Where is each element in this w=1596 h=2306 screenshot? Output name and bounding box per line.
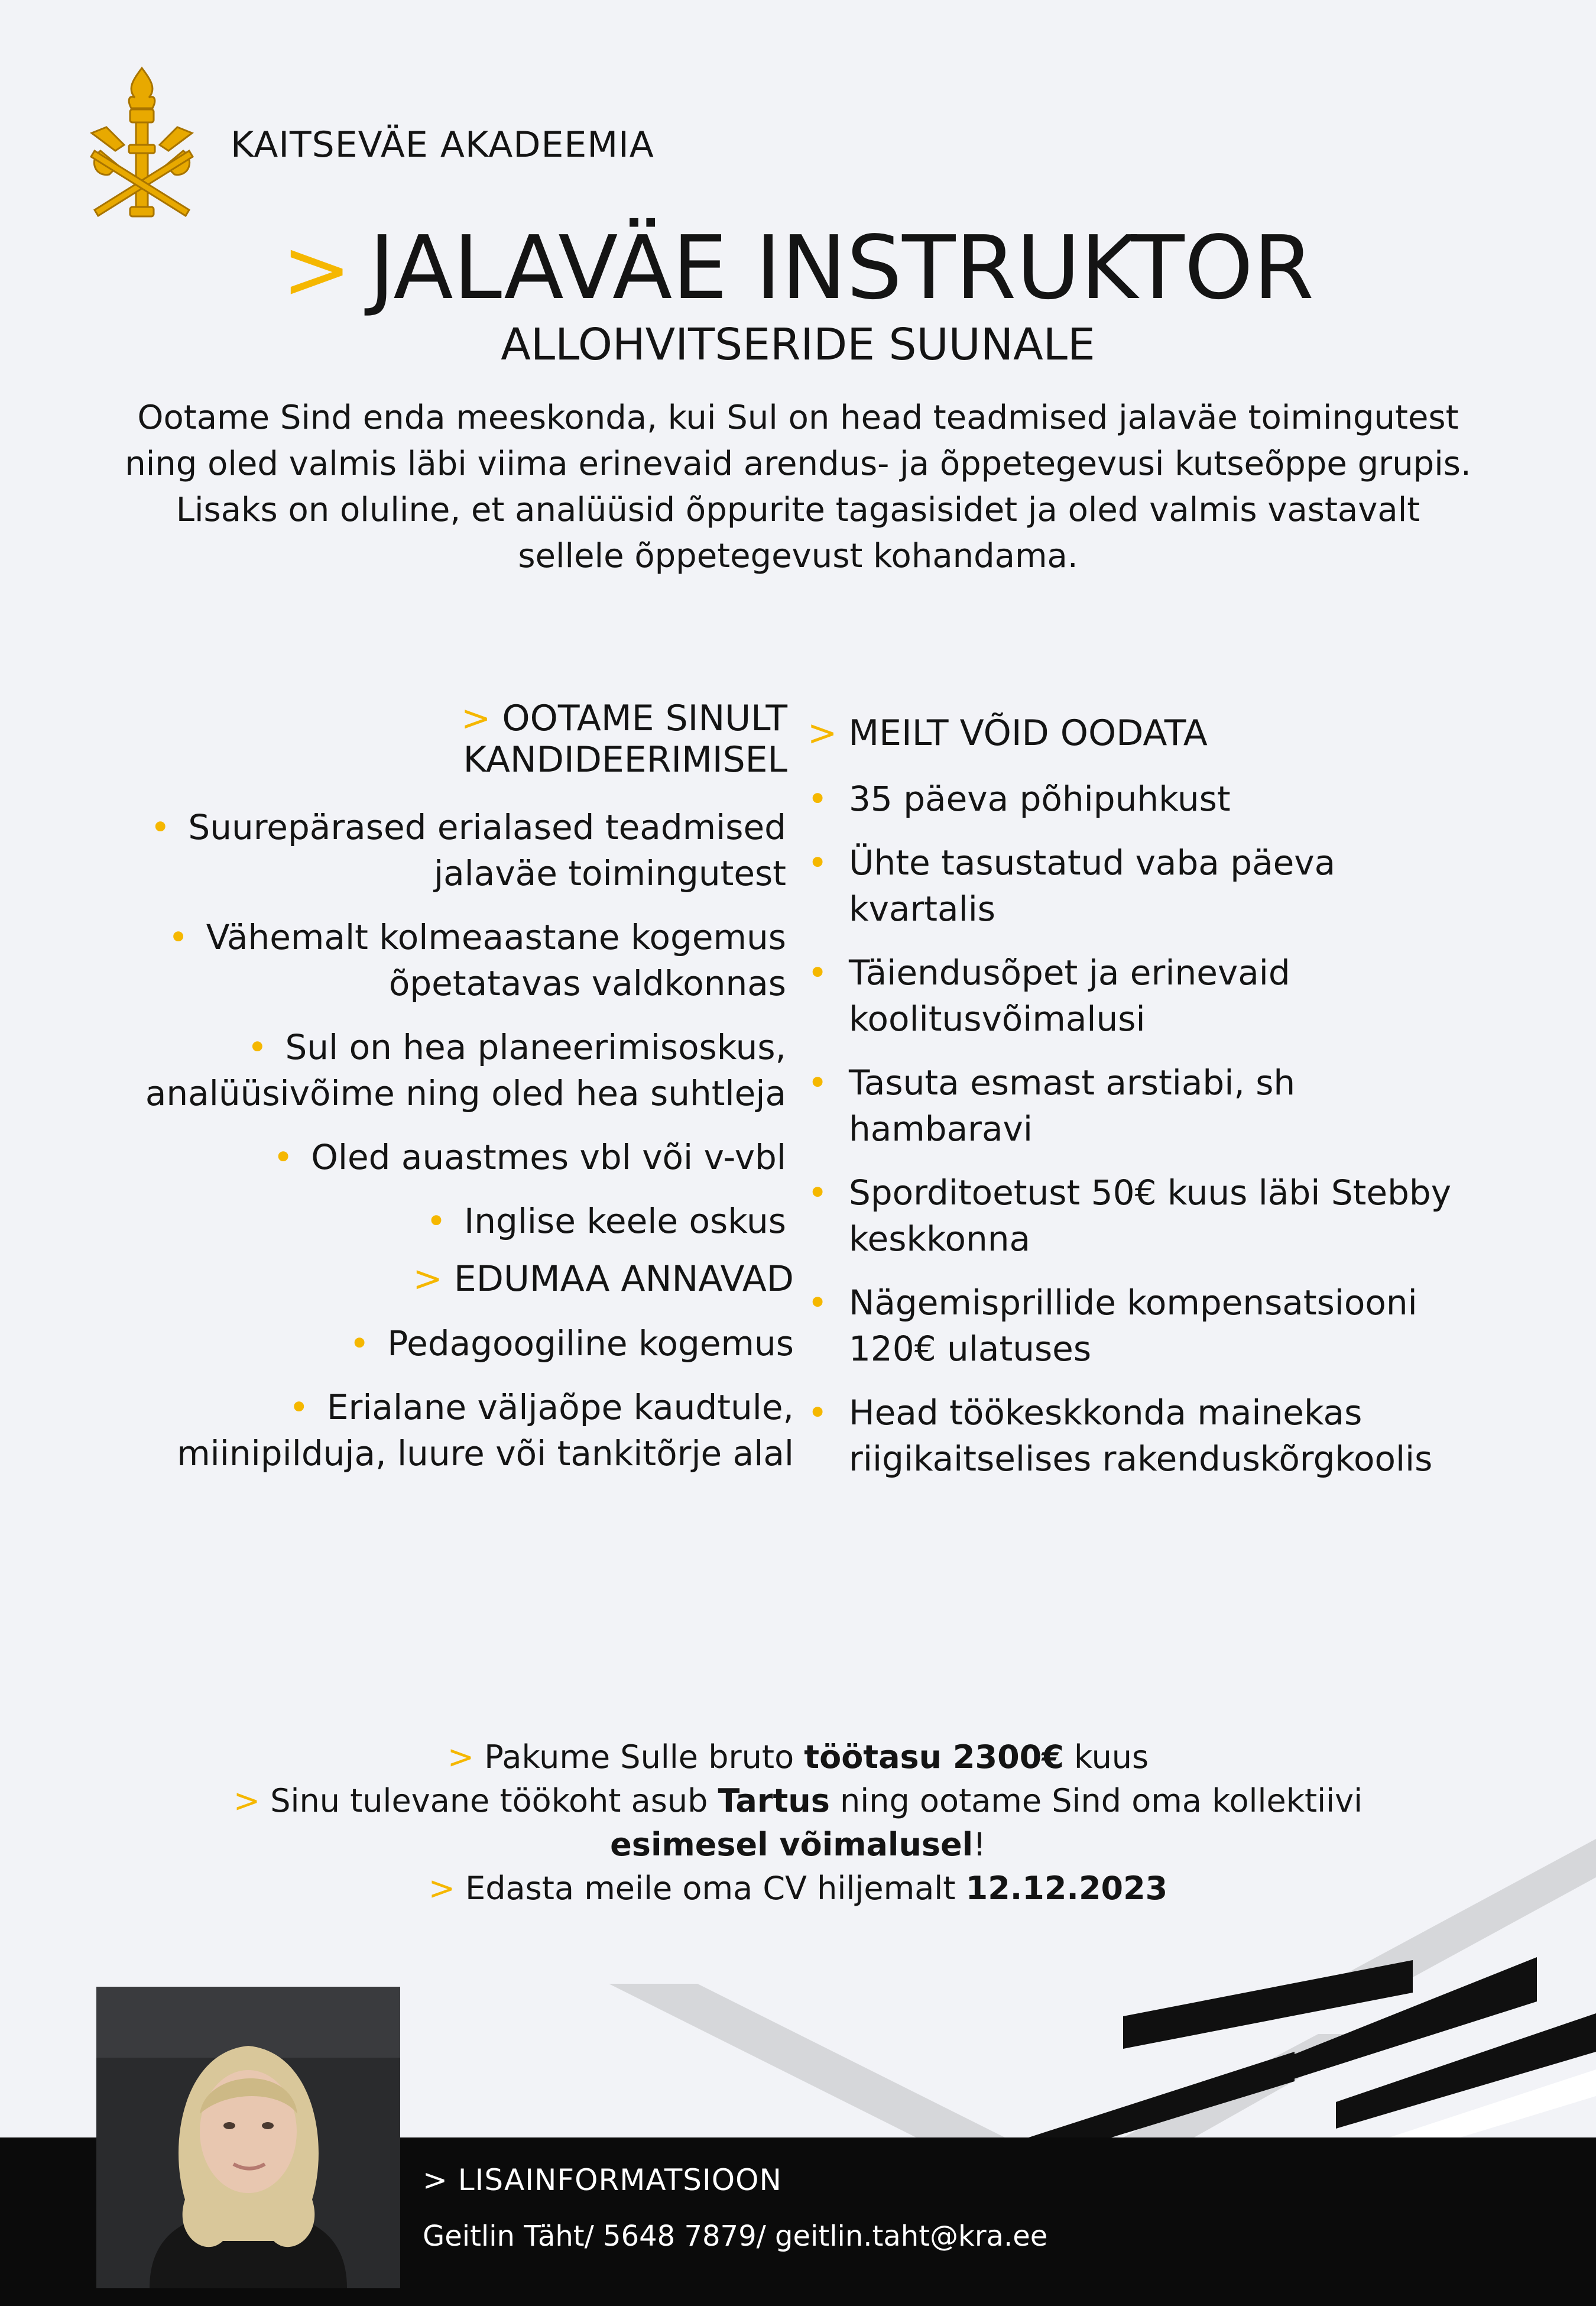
bullet-icon: • (807, 1063, 828, 1103)
title-text: JALAVÄE INSTRUKTOR (369, 217, 1314, 319)
list-item (807, 950, 1481, 1042)
page-subtitle: ALLOHVITSERIDE SUUNALE (501, 319, 1095, 370)
requirements-heading-line2: KANDIDEERIMISEL (463, 739, 787, 780)
contact-person-photo (96, 1987, 400, 2288)
bullet-icon: • (168, 917, 189, 957)
list-item (106, 1134, 786, 1180)
arrow-icon: > (413, 1258, 443, 1300)
requirements-heading (461, 698, 787, 780)
list-item-text: Oled auastmes vbl või v-vbl (311, 1137, 786, 1177)
salary-value: töötasu 2300€ (804, 1738, 1064, 1776)
benefits-list (807, 776, 1481, 1499)
list-item (807, 840, 1481, 932)
deadline-value: 12.12.2023 (965, 1870, 1168, 1907)
offer-text: Pakume Sulle bruto (484, 1738, 805, 1776)
arrow-icon: > (461, 698, 491, 739)
list-item (807, 1390, 1481, 1482)
list-item (807, 1280, 1481, 1372)
page-title (0, 218, 1596, 320)
list-item-text: Erialane väljaõpe kaudtule, miinipilduja, luure või tankitõrje alal (177, 1387, 794, 1473)
bullet-icon: • (150, 807, 171, 847)
list-item-text: Pedagoogiline kogemus (387, 1323, 794, 1363)
offer-text: Sinu tulevane töökoht asub (270, 1782, 718, 1819)
bullet-icon: • (426, 1201, 447, 1241)
list-item (106, 1024, 786, 1116)
bullet-icon: • (807, 843, 828, 883)
list-item-text: Sul on hea planeerimisoskus, analüüsivõime ning oled hea suhtleja (145, 1027, 786, 1113)
offer-text: kuus (1063, 1738, 1149, 1776)
arrow-icon: > (428, 1870, 455, 1907)
organization-name: KAITSEVÄE AKADEEMIA (231, 124, 654, 166)
bullet-icon: • (807, 1173, 828, 1213)
requirements-heading-line1: OOTAME SINULT (502, 698, 787, 739)
list-item-text: Täiendusõpet ja erinevaid koolitusvõimalusi (849, 953, 1290, 1039)
intro-paragraph: Ootame Sind enda meeskonda, kui Sul on head teadmised jalaväe toimingutest ning oled valmis läbi viima erinevaid arendus- ja õppetegevusi kutseõppe grupis. Lisaks on oluline, et analüüsid õppurite tagasisidet ja oled valmis vastavalt sellele õppetegevust kohandama. (125, 399, 1471, 575)
footer-heading: > LISAINFORMATSIOON (423, 2163, 782, 2197)
arrow-icon: > (807, 712, 838, 754)
bullet-icon: • (273, 1137, 294, 1177)
list-item-text: 35 päeva põhipuhkust (849, 779, 1231, 819)
offer-text: ! (973, 1826, 986, 1863)
list-item (106, 914, 786, 1006)
list-item (106, 1198, 786, 1244)
bullet-icon: • (288, 1387, 309, 1427)
advantages-heading-text: EDUMAA ANNAVAD (453, 1258, 794, 1300)
bullet-icon: • (807, 779, 828, 819)
offer-text: Edasta meile oma CV hiljemalt (465, 1870, 966, 1907)
bullet-icon: • (807, 1392, 828, 1433)
offer-start-line (0, 1823, 1596, 1867)
location-value: Tartus (718, 1782, 830, 1819)
list-item-text: Suurepärased erialased teadmised jalaväe toimingutest (188, 807, 786, 893)
academy-logo (83, 62, 201, 228)
list-item-text: Tasuta esmast arstiabi, sh hambaravi (849, 1063, 1296, 1149)
advantages-heading (413, 1258, 794, 1300)
arrow-icon: > (233, 1782, 261, 1819)
bullet-icon: • (807, 1282, 828, 1323)
list-item (114, 1320, 794, 1366)
bullet-icon: • (807, 953, 828, 993)
list-item-text: Sporditoetust 50€ kuus läbi Stebby keskkonna (849, 1173, 1452, 1259)
bullet-icon: • (349, 1323, 370, 1363)
benefits-heading-text: MEILT VÕID OODATA (848, 712, 1208, 754)
list-item-text: Nägemisprillide kompensatsiooni 120€ ulatuses (849, 1282, 1417, 1369)
list-item-text: Inglise keele oskus (464, 1201, 786, 1241)
list-item (807, 776, 1481, 822)
list-item (106, 804, 786, 896)
offer-location-line (0, 1779, 1596, 1823)
start-value: esimesel võimalusel (610, 1826, 974, 1863)
arrow-icon: > (282, 222, 352, 318)
offer-text: ning ootame Sind oma kollektiivi (829, 1782, 1363, 1819)
arrow-icon: > (447, 1738, 475, 1776)
benefits-heading (807, 712, 1208, 754)
contact-info: Geitlin Täht/ 5648 7879/ geitlin.taht@kra.ee (423, 2220, 1048, 2253)
offer-salary-line (0, 1735, 1596, 1779)
bullet-icon: • (247, 1027, 268, 1067)
list-item-text: Ühte tasustatud vaba päeva kvartalis (849, 843, 1336, 929)
requirements-list (106, 804, 786, 1262)
list-item (114, 1384, 794, 1476)
list-item-text: Vähemalt kolmeaastane kogemus õpetatavas valdkonnas (206, 917, 786, 1003)
offer-deadline-line (0, 1867, 1596, 1910)
advantages-list (114, 1320, 794, 1494)
list-item-text: Head töökeskkonda mainekas riigikaitselises rakenduskõrgkoolis (849, 1392, 1433, 1479)
offer-block (0, 1735, 1596, 1910)
list-item (807, 1170, 1481, 1262)
list-item (807, 1060, 1481, 1152)
